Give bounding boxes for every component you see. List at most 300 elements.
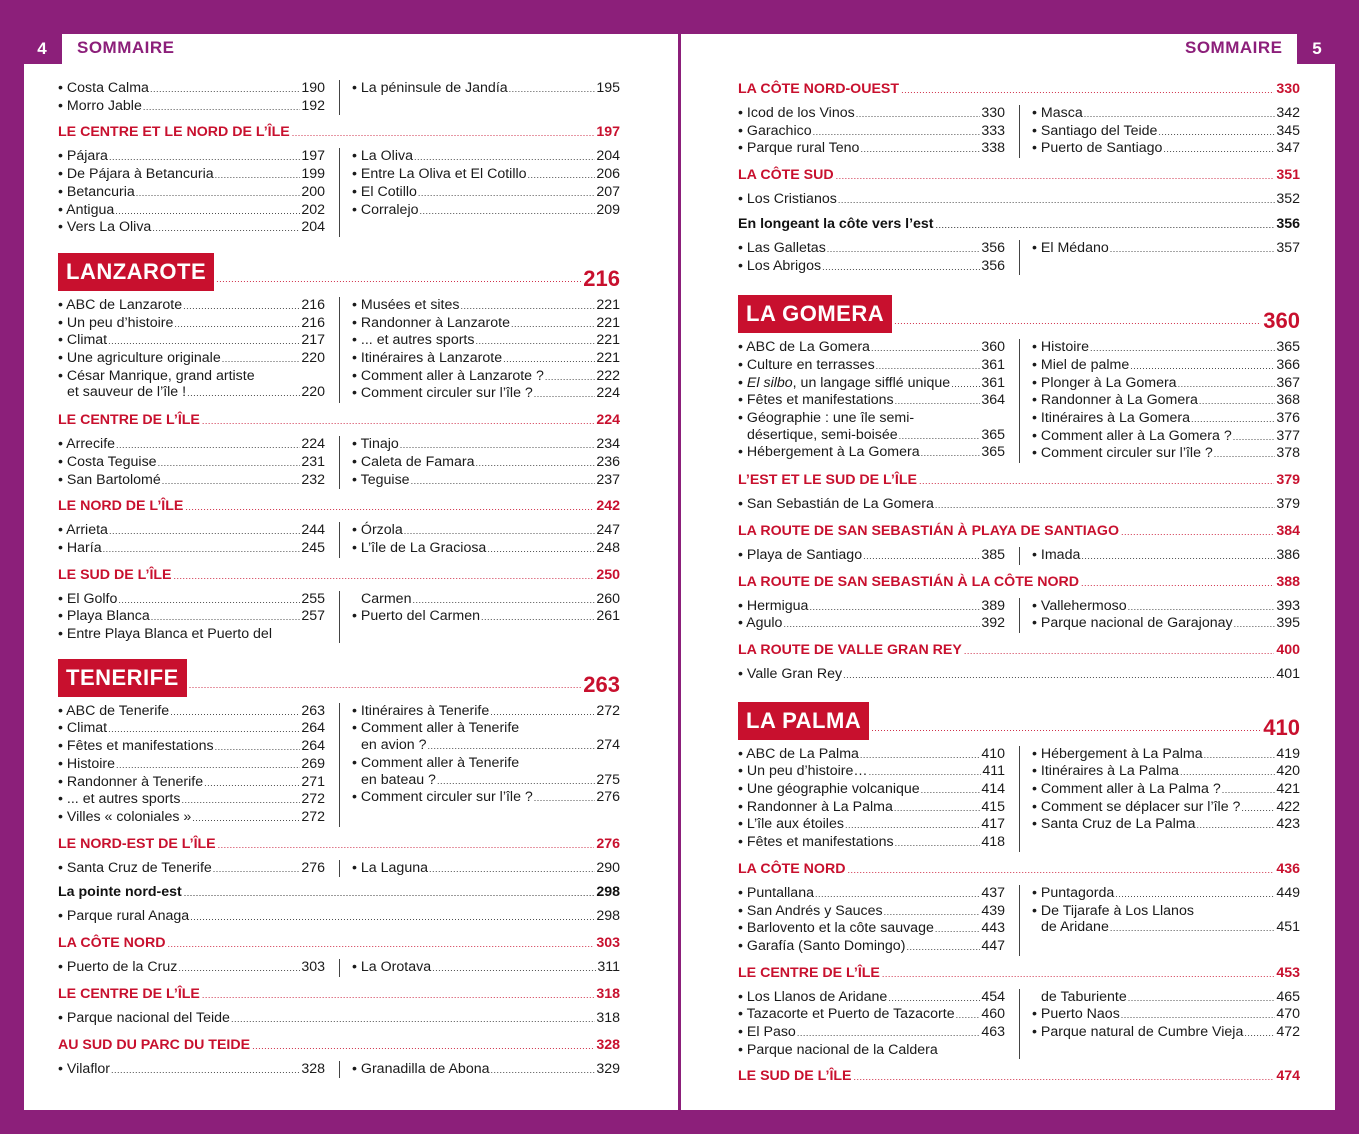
toc-entry[interactable] [352, 148, 620, 166]
toc-entry[interactable] [1032, 763, 1300, 781]
toc-entry[interactable] [58, 608, 325, 626]
toc-entry-title: • Haría [58, 540, 102, 557]
dot-leader [503, 350, 595, 368]
dot-leader [894, 311, 1261, 329]
toc-entry[interactable] [352, 959, 620, 977]
toc-entry[interactable] [352, 297, 620, 315]
toc-entry[interactable] [352, 436, 620, 454]
toc-entry[interactable] [738, 140, 1005, 158]
toc-page-number: 220 [301, 384, 325, 401]
dot-leader [216, 269, 581, 287]
toc-section-heading[interactable] [58, 985, 620, 1004]
toc-entry[interactable] [352, 608, 620, 626]
toc-entry[interactable] [738, 598, 1005, 616]
dot-leader [1191, 410, 1275, 428]
toc-page-number: 202 [301, 201, 325, 218]
toc-entry[interactable] [58, 80, 325, 98]
toc-page-number: 463 [981, 1024, 1005, 1041]
toc-section-heading[interactable] [58, 566, 620, 585]
toc-entry-title: • Teguise [352, 472, 410, 489]
toc-page-number: 378 [1276, 445, 1300, 462]
section-page-number: 384 [1276, 522, 1300, 539]
toc-list [58, 1061, 339, 1079]
toc-entry[interactable] [352, 772, 620, 790]
toc-entry-title: • Vallehermoso [1032, 598, 1127, 615]
dot-leader [843, 666, 1275, 684]
dot-leader [400, 436, 596, 454]
toc-entry[interactable] [738, 885, 1005, 903]
dot-leader [871, 718, 1261, 736]
toc-entry[interactable] [352, 472, 620, 490]
dot-leader [218, 835, 595, 854]
toc-entry[interactable] [738, 258, 1005, 276]
toc-entry-title: • Comment aller à La Palma ? [1032, 781, 1221, 798]
dot-leader [860, 140, 980, 158]
toc-entry[interactable] [58, 472, 325, 490]
toc-entry[interactable] [1032, 885, 1300, 903]
toc-entry[interactable] [58, 202, 325, 220]
toc-page-number: 234 [596, 436, 620, 453]
dot-leader [1204, 746, 1276, 764]
toc-entry[interactable] [1032, 919, 1300, 937]
toc-section-heading[interactable] [58, 835, 620, 854]
toc-entry[interactable] [738, 763, 1005, 781]
toc-section-heading[interactable] [738, 1067, 1300, 1086]
toc-page-number: 232 [301, 471, 325, 488]
dot-leader [204, 774, 300, 792]
toc-entry[interactable] [58, 522, 325, 540]
toc-page-number: 443 [981, 920, 1005, 937]
toc-entry-title: • Parque nacional de Garajonay [1032, 615, 1233, 632]
toc-entry-title: • Randonner à La Palma [738, 799, 893, 816]
toc-entry-title: • Parque rural Teno [738, 140, 859, 157]
toc-entry-title: • La Laguna [352, 860, 428, 877]
toc-entry-title: en bateau ? [361, 771, 436, 788]
toc-entry-title: • ABC de Tenerife [58, 703, 169, 720]
toc-entry-title: • Granadilla de Abona [352, 1061, 490, 1078]
toc-entry[interactable] [738, 496, 1300, 514]
section-page-number: 250 [596, 566, 620, 583]
toc-entry-title: • El Cotillo [352, 184, 417, 201]
toc-entry-title: • Parque nacional de la Caldera [738, 1042, 938, 1059]
toc-entry[interactable] [58, 809, 325, 827]
toc-entry[interactable] [738, 816, 1005, 834]
toc-two-column-block [58, 522, 620, 557]
toc-section-heading[interactable] [738, 573, 1300, 592]
toc-entry[interactable] [58, 720, 325, 738]
toc-entry[interactable] [1032, 339, 1300, 357]
toc-page-number: 248 [596, 539, 620, 556]
toc-section-heading[interactable] [58, 1036, 620, 1055]
toc-list [1019, 989, 1300, 1059]
toc-entry-title: • Entre La Oliva et El Cotillo [352, 166, 527, 183]
toc-entry-title: • Géographie : une île semi- [738, 410, 914, 427]
toc-entry[interactable] [1032, 123, 1300, 141]
toc-entry[interactable] [738, 123, 1005, 141]
toc-list [339, 860, 620, 878]
toc-entry[interactable] [1032, 357, 1300, 375]
section-title: LA CÔTE NORD [58, 935, 166, 952]
toc-entry[interactable] [1032, 598, 1300, 616]
right-page-number: 5 [1297, 34, 1337, 64]
toc-section-heading[interactable] [738, 471, 1300, 490]
toc-entry[interactable] [738, 781, 1005, 799]
toc-entry[interactable] [738, 191, 1300, 209]
toc-entry[interactable] [352, 184, 620, 202]
toc-page-number: 439 [981, 902, 1005, 919]
toc-chapter-lanzarote[interactable] [58, 253, 620, 291]
toc-entry[interactable] [58, 166, 325, 184]
toc-entry[interactable] [58, 626, 325, 643]
toc-page-number: 197 [301, 148, 325, 165]
toc-subsection-heading[interactable] [58, 883, 620, 902]
section-page-number: 351 [1276, 167, 1300, 184]
toc-chapter-la-gomera[interactable] [738, 295, 1300, 333]
toc-entry-title: • Imada [1032, 547, 1080, 564]
dot-leader [215, 166, 301, 184]
toc-entry-title: • L’île aux étoiles [738, 816, 844, 833]
toc-entry[interactable] [738, 1042, 1005, 1059]
dot-leader [118, 591, 300, 609]
dot-leader [895, 834, 981, 852]
toc-page-number: 392 [981, 615, 1005, 632]
toc-list [339, 1061, 620, 1079]
dot-leader [919, 471, 1274, 490]
toc-entry[interactable] [58, 454, 325, 472]
toc-entry[interactable] [58, 332, 325, 350]
toc-entry[interactable] [738, 339, 1005, 357]
dot-leader [871, 339, 980, 357]
toc-entry[interactable] [352, 202, 620, 220]
toc-page-number: 275 [596, 771, 620, 788]
toc-page-number: 217 [301, 332, 325, 349]
toc-entry[interactable] [738, 746, 1005, 764]
toc-entry[interactable] [1032, 428, 1300, 446]
toc-entry[interactable] [738, 834, 1005, 852]
toc-entry[interactable] [352, 80, 620, 98]
toc-entry[interactable] [738, 920, 1005, 938]
toc-entry[interactable] [352, 591, 620, 609]
toc-entry[interactable] [58, 184, 325, 202]
toc-entry[interactable] [738, 427, 1005, 445]
dot-leader [150, 80, 300, 98]
toc-entry-title: • El Golfo [58, 591, 117, 608]
toc-section-heading[interactable] [738, 860, 1300, 879]
dot-leader [103, 540, 301, 558]
toc-entry[interactable] [1032, 445, 1300, 463]
toc-entry[interactable] [58, 860, 325, 878]
toc-section-heading[interactable] [738, 641, 1300, 660]
toc-chapter-tenerife[interactable] [58, 659, 620, 697]
section-page-number: 474 [1276, 1067, 1300, 1084]
toc-entry-title: • Climat [58, 720, 107, 737]
toc-entry[interactable] [58, 436, 325, 454]
toc-entry[interactable] [58, 540, 325, 558]
toc-section-heading[interactable] [58, 934, 620, 953]
toc-page-number: 368 [1276, 392, 1300, 409]
dot-leader [412, 591, 595, 609]
toc-two-column-block [738, 105, 1300, 158]
toc-entry[interactable] [738, 240, 1005, 258]
toc-entry[interactable] [738, 1006, 1005, 1024]
dot-leader [1110, 919, 1275, 937]
toc-entry[interactable] [738, 547, 1005, 565]
toc-entry[interactable] [58, 1061, 325, 1079]
toc-entry-title: • San Sebastián de La Gomera [738, 496, 934, 513]
toc-entry[interactable] [1032, 1024, 1300, 1042]
toc-page-number: 276 [301, 859, 325, 876]
toc-entry-title: • Icod de los Vinos [738, 105, 855, 122]
toc-page-number: 419 [1276, 745, 1300, 762]
dot-leader [151, 608, 301, 626]
toc-entry-title: • Betancuria [58, 184, 135, 201]
dot-leader [231, 1010, 595, 1028]
chapter-page-number: 216 [583, 265, 620, 291]
chapter-page-number: 410 [1263, 714, 1300, 740]
toc-entry-title: de Taburiente [1041, 988, 1127, 1005]
toc-page-number: 263 [301, 702, 325, 719]
toc-entry-title: • Los Llanos de Aridane [738, 989, 887, 1006]
dot-leader [136, 184, 301, 202]
toc-entry-title: • La Oliva [352, 148, 413, 165]
section-page-number: 379 [1276, 472, 1300, 489]
dot-leader [414, 148, 595, 166]
toc-entry-title: • Santiago del Teide [1032, 123, 1157, 140]
toc-page-number: 410 [981, 745, 1005, 762]
toc-page-number: 216 [301, 296, 325, 313]
toc-list [1019, 598, 1300, 633]
dot-leader [935, 920, 980, 938]
toc-entry[interactable] [352, 1061, 620, 1079]
dot-leader [404, 522, 596, 540]
toc-section-heading[interactable] [58, 497, 620, 516]
dot-leader [116, 756, 300, 774]
toc-entry[interactable] [738, 357, 1005, 375]
dot-leader [252, 1036, 594, 1055]
toc-entry[interactable] [352, 368, 620, 386]
toc-entry-title: • Antigua [58, 202, 114, 219]
toc-entry[interactable] [352, 540, 620, 558]
toc-entry[interactable] [352, 522, 620, 540]
toc-entry[interactable] [1032, 746, 1300, 764]
toc-page-number: 377 [1276, 427, 1300, 444]
dot-leader [511, 315, 595, 333]
toc-entry[interactable] [1032, 816, 1300, 834]
toc-page-number: 207 [596, 183, 620, 200]
toc-subsection-heading[interactable] [738, 215, 1300, 234]
toc-entry[interactable] [738, 666, 1300, 684]
toc-entry-title: • Los Abrigos [738, 258, 821, 275]
toc-two-column-block [738, 746, 1300, 852]
toc-entry[interactable] [58, 738, 325, 756]
dot-leader [1222, 781, 1276, 799]
toc-entry-title: • Comment circuler sur l’île ? [352, 789, 533, 806]
section-title: LA ROUTE DE SAN SEBASTIÁN À PLAYA DE SANTIAGO [738, 522, 1120, 539]
toc-entry[interactable] [738, 989, 1005, 1007]
toc-list [1019, 885, 1300, 956]
toc-page-number: 415 [981, 798, 1005, 815]
toc-entry[interactable] [58, 703, 325, 721]
toc-entry-title: • ABC de La Gomera [738, 339, 870, 356]
toc-entry-title: • ABC de La Palma [738, 746, 859, 763]
section-page-number: 436 [1276, 860, 1300, 877]
toc-entry[interactable] [1032, 392, 1300, 410]
toc-entry[interactable] [1032, 140, 1300, 158]
toc-entry-title: • Playa Blanca [58, 608, 150, 625]
toc-chapter-la-palma[interactable] [738, 702, 1300, 740]
toc-entry-title: • Santa Cruz de Tenerife [58, 860, 212, 877]
toc-entry[interactable] [352, 385, 620, 403]
toc-entry-title: • Itinéraires à La Gomera [1032, 410, 1190, 427]
toc-entry[interactable] [58, 384, 325, 402]
toc-entry-title: • L’île de La Graciosa [352, 540, 486, 557]
toc-entry[interactable] [738, 938, 1005, 956]
toc-entry[interactable] [58, 297, 325, 315]
toc-entry[interactable] [738, 615, 1005, 633]
dot-leader [184, 883, 595, 902]
toc-section-heading[interactable] [738, 964, 1300, 983]
section-title: LA CÔTE NORD [738, 860, 846, 877]
toc-entry[interactable] [352, 703, 620, 721]
dot-leader [921, 444, 981, 462]
toc-entry[interactable] [1032, 781, 1300, 799]
toc-entry[interactable] [352, 315, 620, 333]
dot-leader [1180, 763, 1275, 781]
toc-entry[interactable] [58, 1010, 620, 1028]
section-title: LA CÔTE NORD-OUEST [738, 81, 900, 97]
toc-section-heading[interactable] [58, 411, 620, 430]
toc-page-number: 367 [1276, 374, 1300, 391]
toc-page-number: 261 [596, 608, 620, 625]
toc-two-column-block [58, 591, 620, 643]
toc-entry[interactable] [58, 219, 325, 237]
toc-entry[interactable] [352, 720, 620, 737]
toc-list [58, 297, 339, 403]
toc-entry-title: • Hébergement à La Palma [1032, 746, 1203, 763]
dot-leader [1128, 598, 1276, 616]
toc-entry[interactable] [1032, 547, 1300, 565]
toc-page-number: 414 [981, 781, 1005, 798]
toc-entry[interactable] [1032, 105, 1300, 123]
toc-entry[interactable] [1032, 410, 1300, 428]
toc-entry[interactable] [58, 368, 325, 385]
toc-entry[interactable] [58, 315, 325, 333]
dot-leader [109, 148, 300, 166]
toc-entry[interactable] [352, 332, 620, 350]
dot-leader [1158, 123, 1275, 141]
toc-entry-title: • Comment aller à Tenerife [352, 755, 519, 772]
toc-entry-title: • Itinéraires à La Palma [1032, 763, 1179, 780]
toc-entry[interactable] [352, 737, 620, 755]
dot-leader [185, 497, 594, 516]
toc-entry-title: • Órzola [352, 522, 403, 539]
toc-entry-title: • Hermigua [738, 598, 808, 615]
toc-page-number: 385 [981, 546, 1005, 563]
toc-entry[interactable] [352, 860, 620, 878]
toc-page-number: 311 [597, 959, 620, 976]
toc-page-number: 345 [1276, 122, 1300, 139]
toc-page-number: 357 [1276, 239, 1300, 256]
toc-entry[interactable] [1032, 989, 1300, 1007]
toc-entry[interactable] [1032, 1006, 1300, 1024]
left-page-number: 4 [22, 34, 62, 64]
toc-entry[interactable] [58, 756, 325, 774]
toc-entry[interactable] [1032, 799, 1300, 817]
toc-entry[interactable] [58, 774, 325, 792]
toc-entry[interactable] [738, 105, 1005, 123]
toc-page-number: 303 [301, 959, 325, 976]
toc-entry[interactable] [58, 98, 325, 116]
toc-entry-title: et sauveur de l’île ! [67, 384, 187, 401]
toc-page-number: 272 [596, 702, 620, 719]
toc-entry[interactable] [58, 791, 325, 809]
section-page-number: 197 [596, 124, 620, 141]
toc-section-heading[interactable] [738, 166, 1300, 185]
toc-entry-title: • Fêtes et manifestations [738, 392, 894, 409]
toc-list [1019, 339, 1300, 463]
toc-entry[interactable] [738, 410, 1005, 427]
dot-leader [475, 454, 595, 472]
toc-entry[interactable] [352, 350, 620, 368]
toc-entry[interactable] [352, 789, 620, 807]
toc-entry[interactable] [1032, 903, 1300, 920]
toc-list [58, 1010, 620, 1028]
toc-entry[interactable] [58, 148, 325, 166]
toc-entry[interactable] [58, 959, 325, 977]
toc-two-column-block [58, 297, 620, 403]
toc-entry[interactable] [1032, 615, 1300, 633]
toc-page-number: 361 [981, 356, 1005, 373]
toc-section-heading[interactable] [738, 80, 1300, 99]
toc-entry-title: • Garachico [738, 123, 812, 140]
toc-entry[interactable] [738, 444, 1005, 462]
toc-two-column-block [58, 860, 620, 878]
toc-entry[interactable] [738, 799, 1005, 817]
section-page-number: 276 [596, 835, 620, 852]
section-page-number: 388 [1276, 573, 1300, 590]
toc-entry[interactable] [1032, 375, 1300, 393]
toc-entry[interactable] [738, 903, 1005, 921]
toc-entry[interactable] [352, 755, 620, 772]
dot-leader [882, 964, 1274, 983]
toc-entry-title: • Musées et sites [352, 297, 460, 314]
toc-list [58, 959, 339, 977]
toc-entry[interactable] [58, 908, 620, 926]
toc-entry[interactable] [1032, 240, 1300, 258]
toc-entry[interactable] [58, 350, 325, 368]
toc-entry-title: • Comment se déplacer sur l’île ? [1032, 799, 1240, 816]
toc-entry-title: • Randonner à La Gomera [1032, 392, 1198, 409]
toc-entry[interactable] [738, 1024, 1005, 1042]
toc-entry[interactable] [738, 375, 1005, 393]
dot-leader [419, 202, 595, 220]
toc-entry[interactable] [58, 591, 325, 609]
toc-list [339, 297, 620, 403]
dot-leader [894, 799, 980, 817]
toc-section-heading[interactable] [738, 522, 1300, 541]
toc-page-number: 204 [301, 219, 325, 236]
dot-leader [876, 357, 981, 375]
toc-section-heading[interactable] [58, 123, 620, 142]
dot-leader [1244, 1024, 1275, 1042]
toc-page-number: 272 [301, 791, 325, 808]
toc-two-column-block [58, 1061, 620, 1079]
toc-entry[interactable] [352, 454, 620, 472]
toc-entry[interactable] [738, 392, 1005, 410]
dot-leader [167, 934, 594, 953]
dot-leader [895, 392, 981, 410]
toc-entry[interactable] [352, 166, 620, 184]
